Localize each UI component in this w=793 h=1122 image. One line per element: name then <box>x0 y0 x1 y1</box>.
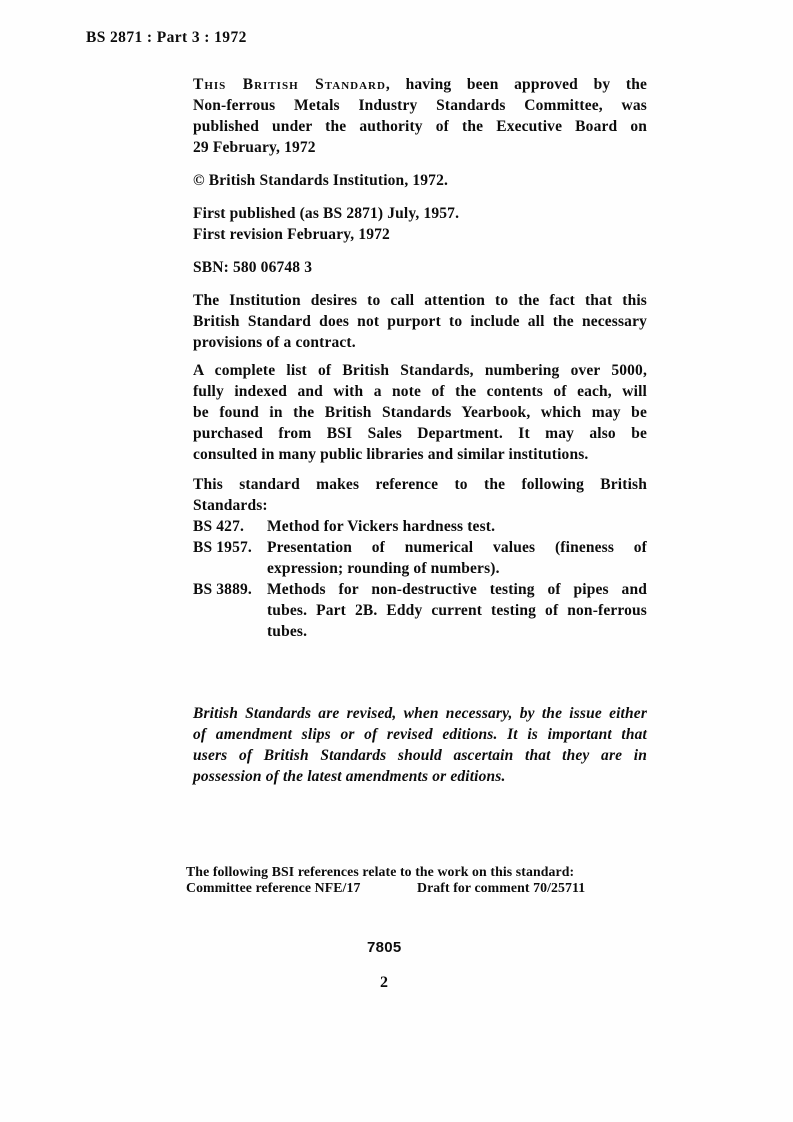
text-line: 29 February, 1972 <box>193 139 316 156</box>
text-line: tubes. Part 2B. Eddy current testing of non-ferrous <box>267 602 647 619</box>
page-number: 2 <box>380 974 388 991</box>
main-text-column <box>193 74 647 787</box>
text-line: of amendment slips or of revised editions. It is important that <box>193 726 647 743</box>
text-line: Standards: <box>193 497 268 514</box>
text-line: A complete list of British Standards, numbering over 5000, <box>193 362 647 379</box>
copyright-line: © British Standards Institution, 1972. <box>193 172 449 189</box>
text-line: Presentation of numerical values (fineness of <box>267 539 647 556</box>
text-line: This standard makes reference to the following British <box>193 476 647 493</box>
text-line: British Standard does not purport to include all the necessary <box>193 313 647 330</box>
reference-description <box>267 537 647 579</box>
text-line: tubes. <box>267 623 308 640</box>
references-intro <box>193 474 647 516</box>
text-line: users of British Standards should ascertain that they are in <box>193 747 647 764</box>
reference-row <box>193 537 647 579</box>
standard-reference-heading: BS 2871 : Part 3 : 1972 <box>86 29 247 46</box>
text-line: Method for Vickers hardness test. <box>267 518 496 535</box>
reference-list <box>193 516 647 642</box>
reference-description <box>267 579 647 642</box>
approval-lines <box>193 95 647 158</box>
reference-label: BS 3889. <box>193 581 252 598</box>
yearbook-note <box>193 360 647 465</box>
text-line: provisions of a contract. <box>193 334 356 351</box>
text-line: First published (as BS 2871) July, 1957. <box>193 205 460 222</box>
bsi-references-block <box>186 864 656 896</box>
text-line: Methods for non-destructive testing of pipes and <box>267 581 647 598</box>
approval-lead-rest: , having been approved by the <box>385 76 647 93</box>
reference-label: BS 1957. <box>193 539 252 556</box>
publication-history <box>193 203 647 245</box>
text-line: be found in the British Standards Yearbook, which may be <box>193 404 647 421</box>
revision-notice <box>193 703 647 787</box>
reference-label: BS 427. <box>193 518 245 535</box>
text-line: possession of the latest amendments or editions. <box>193 768 506 785</box>
committee-reference: Committee reference NFE/17 <box>186 880 361 895</box>
reference-row <box>193 579 647 642</box>
text-line: Non-ferrous Metals Industry Standards Committee, was <box>193 97 647 114</box>
reference-description <box>267 516 647 537</box>
text-line: consulted in many public libraries and similar institutions. <box>193 446 589 463</box>
text-line: First revision February, 1972 <box>193 226 390 243</box>
text-line: fully indexed and with a note of the contents of each, will <box>193 383 647 400</box>
text-line: published under the authority of the Executive Board on <box>193 118 647 135</box>
text-line: The Institution desires to call attention to the fact that this <box>193 292 647 309</box>
contract-note <box>193 290 647 353</box>
approval-first-line <box>193 74 647 95</box>
approval-lead-smallcaps: This British Standard <box>193 76 386 93</box>
sbn-line: SBN: 580 06748 3 <box>193 259 313 276</box>
text-line: purchased from BSI Sales Department. It may also be <box>193 425 647 442</box>
reference-row <box>193 516 647 537</box>
bsi-references-detail <box>186 880 656 896</box>
bsi-references-intro: The following BSI references relate to the work on this standard: <box>186 864 575 879</box>
text-line: British Standards are revised, when necessary, by the issue either <box>193 705 647 722</box>
document-code: 7805 <box>367 939 402 956</box>
draft-reference: Draft for comment 70/25711 <box>417 880 586 895</box>
approval-paragraph <box>193 74 647 158</box>
text-line: expression; rounding of numbers). <box>267 560 500 577</box>
